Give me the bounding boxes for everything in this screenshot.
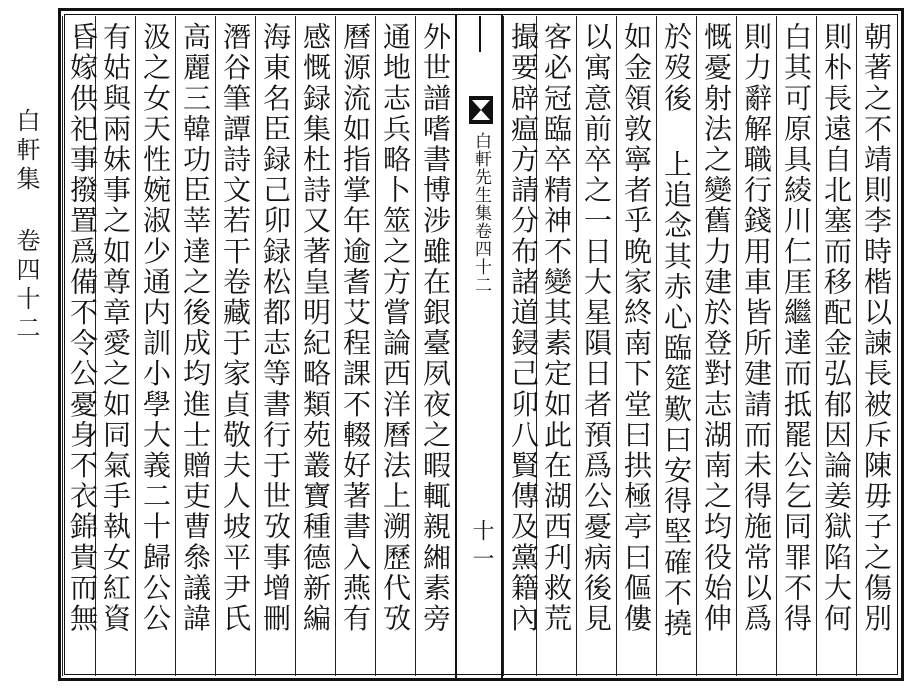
text-column-l8: 汲之女天性婉淑少通内訓小學大義二十歸公公 [135, 16, 175, 676]
text-column-r6: 於歿後 上追念其赤心臨筵歎曰安得堅確不撓 [656, 16, 696, 676]
text-column-r7: 如金領敦寧者乎晩家終南下堂曰拱極亭曰傴僂 [616, 16, 656, 676]
text-column-r2: 則朴長遠自北塞而移配金弘郁因論姜獄陷大何 [816, 16, 856, 676]
fold-page-number: 十一 [469, 519, 494, 575]
fold-top-mark [463, 16, 497, 52]
text-column-l10: 昏嫁供祀事撥置爲備不令公憂身不衣錦貴而無 [62, 16, 102, 676]
text-column-l4: 感慨録集杜詩又著皇明紀略類苑叢寶種德新編 [295, 16, 335, 676]
center-fold [455, 14, 503, 678]
text-column-l2: 通地志兵略卜筮之方嘗論西洋曆法上溯歷代攷 [375, 16, 415, 676]
fishtail-mark-icon [469, 96, 493, 124]
text-column-l7: 高麗三韓功臣莘達之後成均進士贈吏曹叅議諱 [175, 16, 215, 676]
text-column-l9: 有姑與兩妹事之如尊章愛之如同氣手執女紅資 [95, 16, 135, 676]
text-column-r10: 撮要辟瘟方請分布諸道鋟己卯八賢傳及黨籍內 [503, 16, 543, 676]
text-column-r1: 朝著之不靖則李時楷以諫長被斥陳毋子之傷別 [856, 16, 896, 676]
text-column-r3: 白其可原具綾川仁厓繼達而抵罷公乞同罪不得 [776, 16, 816, 676]
text-column-r9: 客必冠臨卒精神不變其素定如此在湖西刋救荒 [536, 16, 576, 676]
text-column-l1: 外世譜嗜書博涉雖在銀臺夙夜之暇輒親緗素旁 [415, 16, 455, 676]
text-column-l6: 潛谷筆譚詩文若干卷藏于家貞敬夫人坡平尹氏 [215, 16, 255, 676]
text-column-r5: 慨憂射法之變舊力建於登對志湖南之均役始伸 [696, 16, 736, 676]
text-column-l3: 曆源流如指掌年逾耆艾程課不輟好著書入燕有 [335, 16, 375, 676]
fold-book-title: 白軒先生集卷四十二 [471, 132, 491, 294]
volume-label: 白軒集 卷四十二 [12, 108, 40, 344]
text-column-r4: 則力辭解職行錢用車皆所建請而未得施常以爲 [736, 16, 776, 676]
text-column-l5: 海東名臣録己卯録松都志等書行于世攷事增刪 [255, 16, 295, 676]
text-column-r8: 以寓意前卒之一日大星隕日者預爲公憂病後見 [576, 16, 616, 676]
